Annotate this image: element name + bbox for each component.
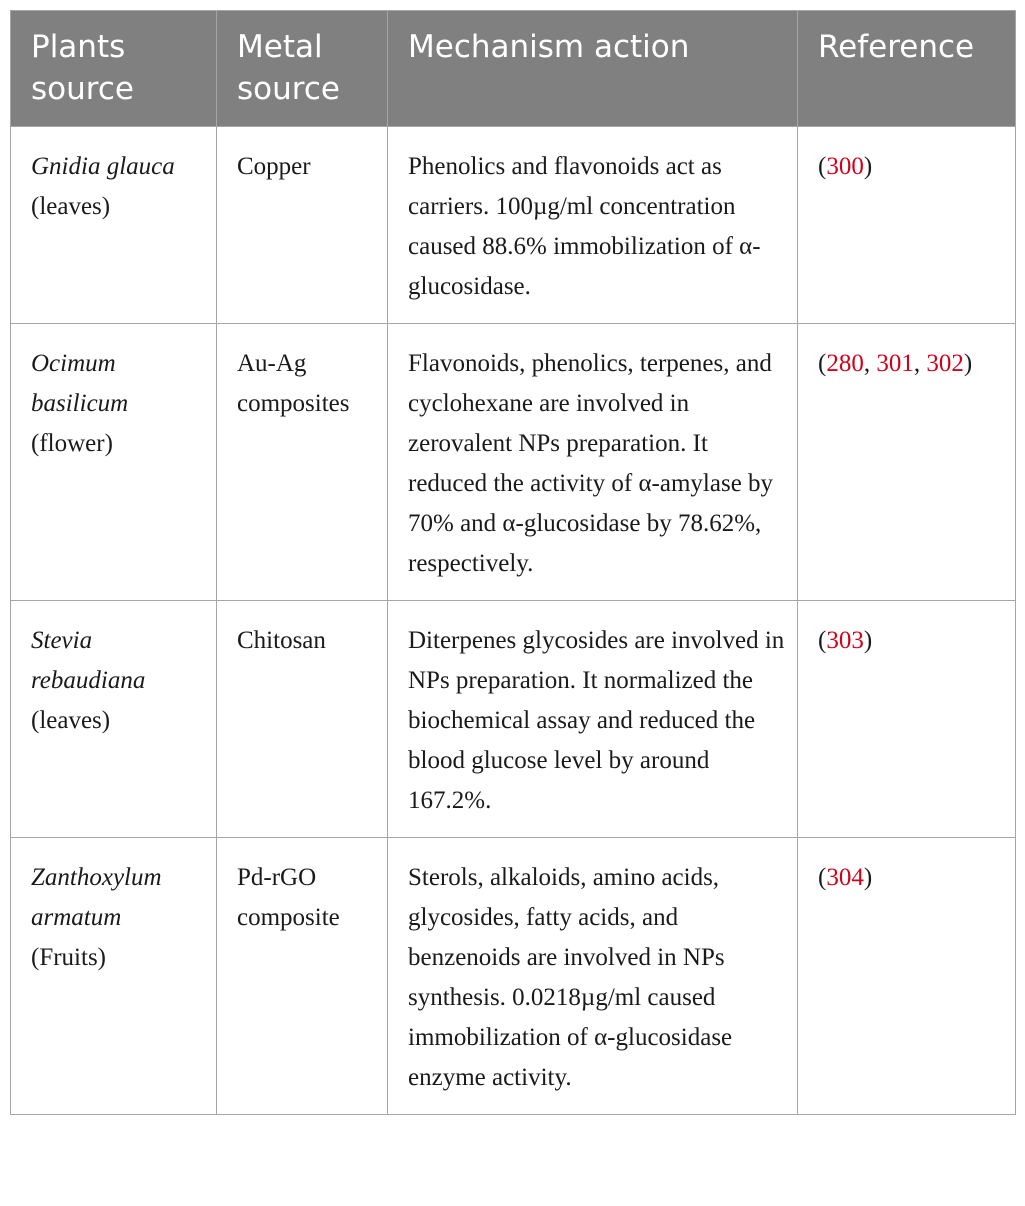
reference-link[interactable]: 301: [876, 350, 914, 377]
reference-link[interactable]: 303: [826, 627, 864, 654]
reference-cell: (280, 301, 302): [798, 324, 1016, 601]
header-plants-source: Plants source: [11, 11, 217, 127]
plant-part: (flower): [31, 430, 113, 457]
plant-source-cell: [11, 601, 217, 838]
table-row: [11, 838, 1016, 1115]
table-row: [11, 601, 1016, 838]
mechanism-cell: Flavonoids, phenolics, terpenes, and cyclohexane are involved in zerovalent NPs preparation. It reduced the activity of α-amylase by 70% and α-glucosidase by 78.62%, respectively.: [388, 324, 798, 601]
header-row: [11, 11, 1016, 127]
mechanism-cell: Sterols, alkaloids, amino acids, glycosides, fatty acids, and benzenoids are involved in NPs synthesis. 0.0218µg/ml caused immobilization of α-glucosidase enzyme activity.: [388, 838, 798, 1115]
reference-cell: (300): [798, 127, 1016, 324]
plant-source-cell: [11, 838, 217, 1115]
plant-name: Stevia rebaudiana: [31, 627, 146, 694]
reference-link[interactable]: 300: [826, 153, 864, 180]
plant-name: Ocimum basilicum: [31, 350, 129, 417]
metal-source-cell: Au-Ag composites: [217, 324, 388, 601]
header-metal-source: Metal source: [217, 11, 388, 127]
table-row: [11, 127, 1016, 324]
nanoparticle-table: [10, 10, 1016, 1115]
metal-source-cell: Copper: [217, 127, 388, 324]
mechanism-cell: Diterpenes glycosides are involved in NPs preparation. It normalized the biochemical assay and reduced the blood glucose level by around 167.2%.: [388, 601, 798, 838]
plant-part: (leaves): [31, 193, 111, 220]
header-mechanism-action: Mechanism action: [388, 11, 798, 127]
header-reference: Reference: [798, 11, 1016, 127]
plant-name: Gnidia glauca: [31, 153, 175, 180]
plant-part: (leaves): [31, 707, 111, 734]
metal-source-cell: Chitosan: [217, 601, 388, 838]
plant-source-cell: [11, 324, 217, 601]
table-row: [11, 324, 1016, 601]
mechanism-cell: Phenolics and flavonoids act as carriers. 100µg/ml concentration caused 88.6% immobilization of α-glucosidase.: [388, 127, 798, 324]
reference-link[interactable]: 304: [826, 864, 864, 891]
plant-part: (Fruits): [31, 944, 106, 971]
reference-cell: (304): [798, 838, 1016, 1115]
reference-link[interactable]: 302: [926, 350, 964, 377]
table-container: [10, 10, 1015, 1115]
plant-source-cell: [11, 127, 217, 324]
reference-link[interactable]: 280: [826, 350, 864, 377]
reference-cell: (303): [798, 601, 1016, 838]
metal-source-cell: Pd-rGO composite: [217, 838, 388, 1115]
plant-name: Zanthoxylum armatum: [31, 864, 162, 931]
